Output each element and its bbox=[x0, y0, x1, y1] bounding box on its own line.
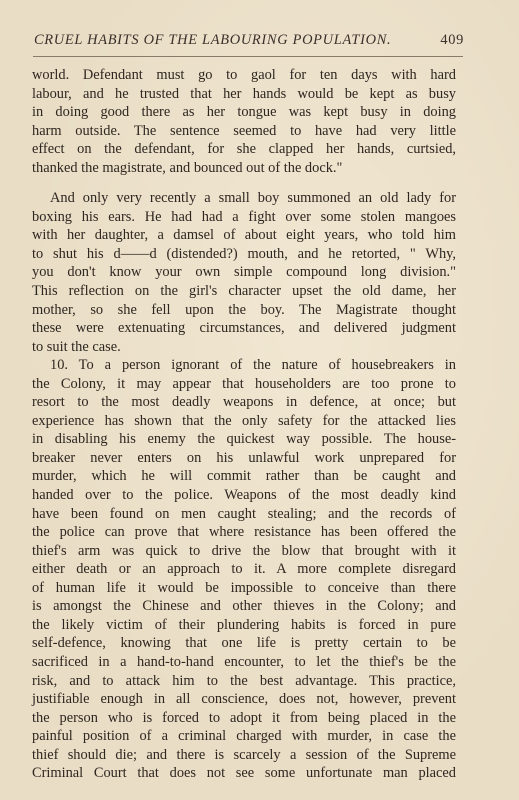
text-line: handed over to the police. Weapons of the most deadly kind bbox=[32, 487, 456, 504]
running-head bbox=[34, 32, 462, 49]
text-line: painful position of a criminal charged with murder, in case the bbox=[32, 728, 456, 745]
paragraph-2 bbox=[32, 189, 456, 356]
text-line: to shut his d——d (distended?) mouth, and he retorted, " Why, bbox=[32, 245, 456, 262]
text-line: in disabling his enemy the quickest way possible. The house- bbox=[32, 431, 456, 448]
text-line: resort to the most deadly weapons in defence, at once; but bbox=[32, 394, 456, 411]
text-line: either death or an approach to it. A more complete disregard bbox=[32, 561, 456, 578]
paragraph-3 bbox=[32, 356, 456, 783]
text-line: boxing his ears. He had had a fight over some stolen mangoes bbox=[32, 208, 456, 225]
running-title: CRUEL HABITS OF THE LABOURING POPULATION. bbox=[34, 32, 392, 48]
text-line: have been found on men caught stealing; and the records of bbox=[32, 505, 456, 522]
text-line: of human life it would be impossible to conceive than there bbox=[32, 579, 456, 596]
text-line: thief's arm was quick to drive the blow that brought with it bbox=[32, 542, 456, 559]
text-line: breaker never enters on his unlawful work unprepared for bbox=[32, 449, 456, 466]
text-line: thanked the magistrate, and bounced out of the dock." bbox=[32, 159, 343, 176]
header-rule bbox=[33, 56, 463, 57]
text-line: world. Defendant must go to gaol for ten days with hard bbox=[32, 67, 456, 83]
paragraph-1 bbox=[32, 66, 456, 177]
text-line: experience has shown that the only safety for the attacked lies bbox=[32, 412, 456, 429]
text-line: you don't know your own simple compound long division." bbox=[32, 264, 456, 281]
text-line: the police can prove that where resistance has been offered the bbox=[32, 524, 456, 541]
text-line: is amongst the Chinese and other thieves in the Colony; and bbox=[32, 598, 456, 615]
text-line: the Colony, it may appear that householders are too prone to bbox=[32, 375, 456, 392]
text-line: the likely victim of their plundering habits is forced in pure bbox=[32, 616, 456, 633]
text-line: 10. To a person ignorant of the nature of housebreakers in bbox=[50, 357, 456, 374]
body-text bbox=[32, 66, 456, 783]
text-line: And only very recently a small boy summoned an old lady for bbox=[50, 190, 456, 207]
text-line: to suit the case. bbox=[32, 338, 121, 355]
text-line: This reflection on the girl's character upset the old dame, her bbox=[32, 283, 456, 300]
text-line: harm outside. The sentence seemed to have had very little bbox=[32, 122, 456, 139]
text-line: thief should die; and there is scarcely a session of the Supreme bbox=[32, 746, 456, 763]
text-line: in doing good there as her tongue was kept busy in doing bbox=[32, 104, 456, 121]
text-line: labour, and he trusted that her hands would be kept as busy bbox=[32, 85, 456, 102]
text-line: the person who is forced to adopt it from being placed in the bbox=[32, 709, 456, 726]
text-line: Criminal Court that does not see some unfortunate man placed bbox=[32, 765, 456, 782]
text-line: risk, and to attack him to the best advantage. This practice, bbox=[32, 672, 456, 689]
text-line: these were extenuating circumstances, and delivered judgment bbox=[32, 320, 456, 337]
text-line: sacrificed in a hand-to-hand encounter, to let the thief's be the bbox=[32, 653, 456, 670]
page-number: 409 bbox=[440, 32, 464, 48]
text-line: self-defence, knowing that one life is pretty certain to be bbox=[32, 635, 456, 652]
text-line: murder, which he will commit rather than be caught and bbox=[32, 468, 456, 485]
text-line: effect on the defendant, for she clapped her hands, curtsied, bbox=[32, 141, 456, 158]
text-line: mother, so she fell upon the boy. The Magistrate thought bbox=[32, 301, 456, 318]
paragraph-gap bbox=[32, 177, 456, 189]
text-line: with her daughter, a damsel of about eight years, who told him bbox=[32, 227, 456, 244]
text-line: justifiable enough in all conscience, does not, however, prevent bbox=[32, 691, 456, 708]
